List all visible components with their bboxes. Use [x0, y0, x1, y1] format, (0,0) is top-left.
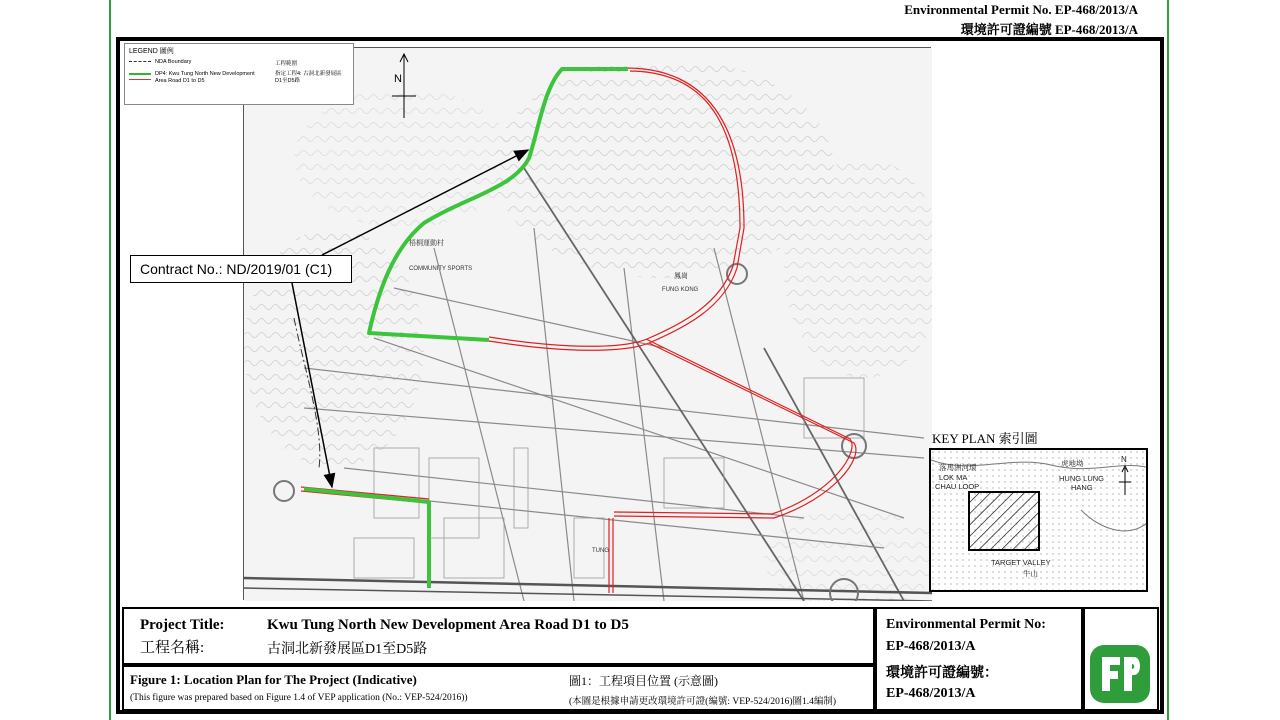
legend-title: LEGEND 圖例 — [129, 48, 174, 55]
header-permit-number: Environmental Permit No. EP-468/2013/A — [904, 2, 1138, 17]
permit-box — [875, 607, 1083, 711]
key-plan-title: KEY PLAN 索引圖 — [932, 431, 1038, 446]
map-label-fung-kong-cn: 鳳崗 — [674, 273, 688, 280]
project-title-label: Project Title: — [140, 617, 225, 633]
key-plan — [929, 448, 1148, 592]
map-label-tung: TUNG — [592, 548, 609, 554]
map-label-sports-cn: 梧桐運動村 — [409, 240, 444, 247]
kp-label-5: HANG — [1071, 483, 1093, 492]
legend-row-dp4-label: DP4: Kwu Tung North New Development Area Road D1 to D5 — [155, 71, 255, 84]
legend-row-boundary-cn: 工程範圍 — [275, 61, 298, 67]
kp-label-2: LOK MA — [939, 473, 968, 482]
kp-label-6: TARGET VALLEY — [991, 558, 1051, 567]
map-north-label: N — [394, 73, 402, 85]
figure-note: (This figure was prepared based on Figure 1.4 of VEP application (No.: VEP-524/2016)) — [130, 693, 468, 703]
project-title-cn: 古洞北新發展區D1至D5路 — [267, 642, 428, 657]
project-title-box — [122, 607, 875, 665]
legend-row-dp4-cn: 指定工程4: 古洞北新發展區 D1至D5路 — [275, 71, 342, 84]
legend-row-boundary-label: NDA Boundary — [155, 59, 192, 65]
kp-north-label: N — [1121, 455, 1127, 464]
map-label-sports: COMMUNITY SPORTS — [409, 266, 473, 272]
header-permit-number-cn: 環境許可證編號 EP-468/2013/A — [960, 22, 1138, 37]
map-label-fung-kong: FUNG KONG — [662, 287, 699, 293]
project-title-label-cn: 工程名稱: — [140, 640, 205, 656]
kp-label-4: HUNG LUNG — [1059, 474, 1105, 483]
figure-note-cn: (本圖是根據申請更改環境許可證(編號: VEP-524/2016)圖1.4編制) — [569, 697, 837, 707]
figure-title-cn: 圖1：工程項目位置 (示意圖) — [569, 674, 718, 688]
permit-number: EP-468/2013/A — [886, 639, 976, 654]
project-title: Kwu Tung North New Development Area Road D1 to D5 — [267, 617, 629, 633]
figure-title-box — [122, 665, 875, 711]
kp-label-8: 虎地坳 — [1061, 459, 1084, 468]
kp-label-7: 牛山 — [1023, 569, 1038, 578]
permit-number-2: EP-468/2013/A — [886, 686, 976, 701]
kp-label-3: CHAU LOOP — [935, 482, 980, 491]
permit-label-cn: 環境許可證編號： — [886, 666, 998, 681]
contract-callout: Contract No.: ND/2019/01 (C1) — [130, 255, 352, 283]
figure-title: Figure 1: Location Plan for The Project (Indicative) — [130, 672, 417, 687]
permit-label: Environmental Permit No: — [886, 617, 1046, 632]
epd-logo — [1090, 645, 1150, 703]
kp-label-1: 落馬洲河環 — [939, 463, 977, 472]
